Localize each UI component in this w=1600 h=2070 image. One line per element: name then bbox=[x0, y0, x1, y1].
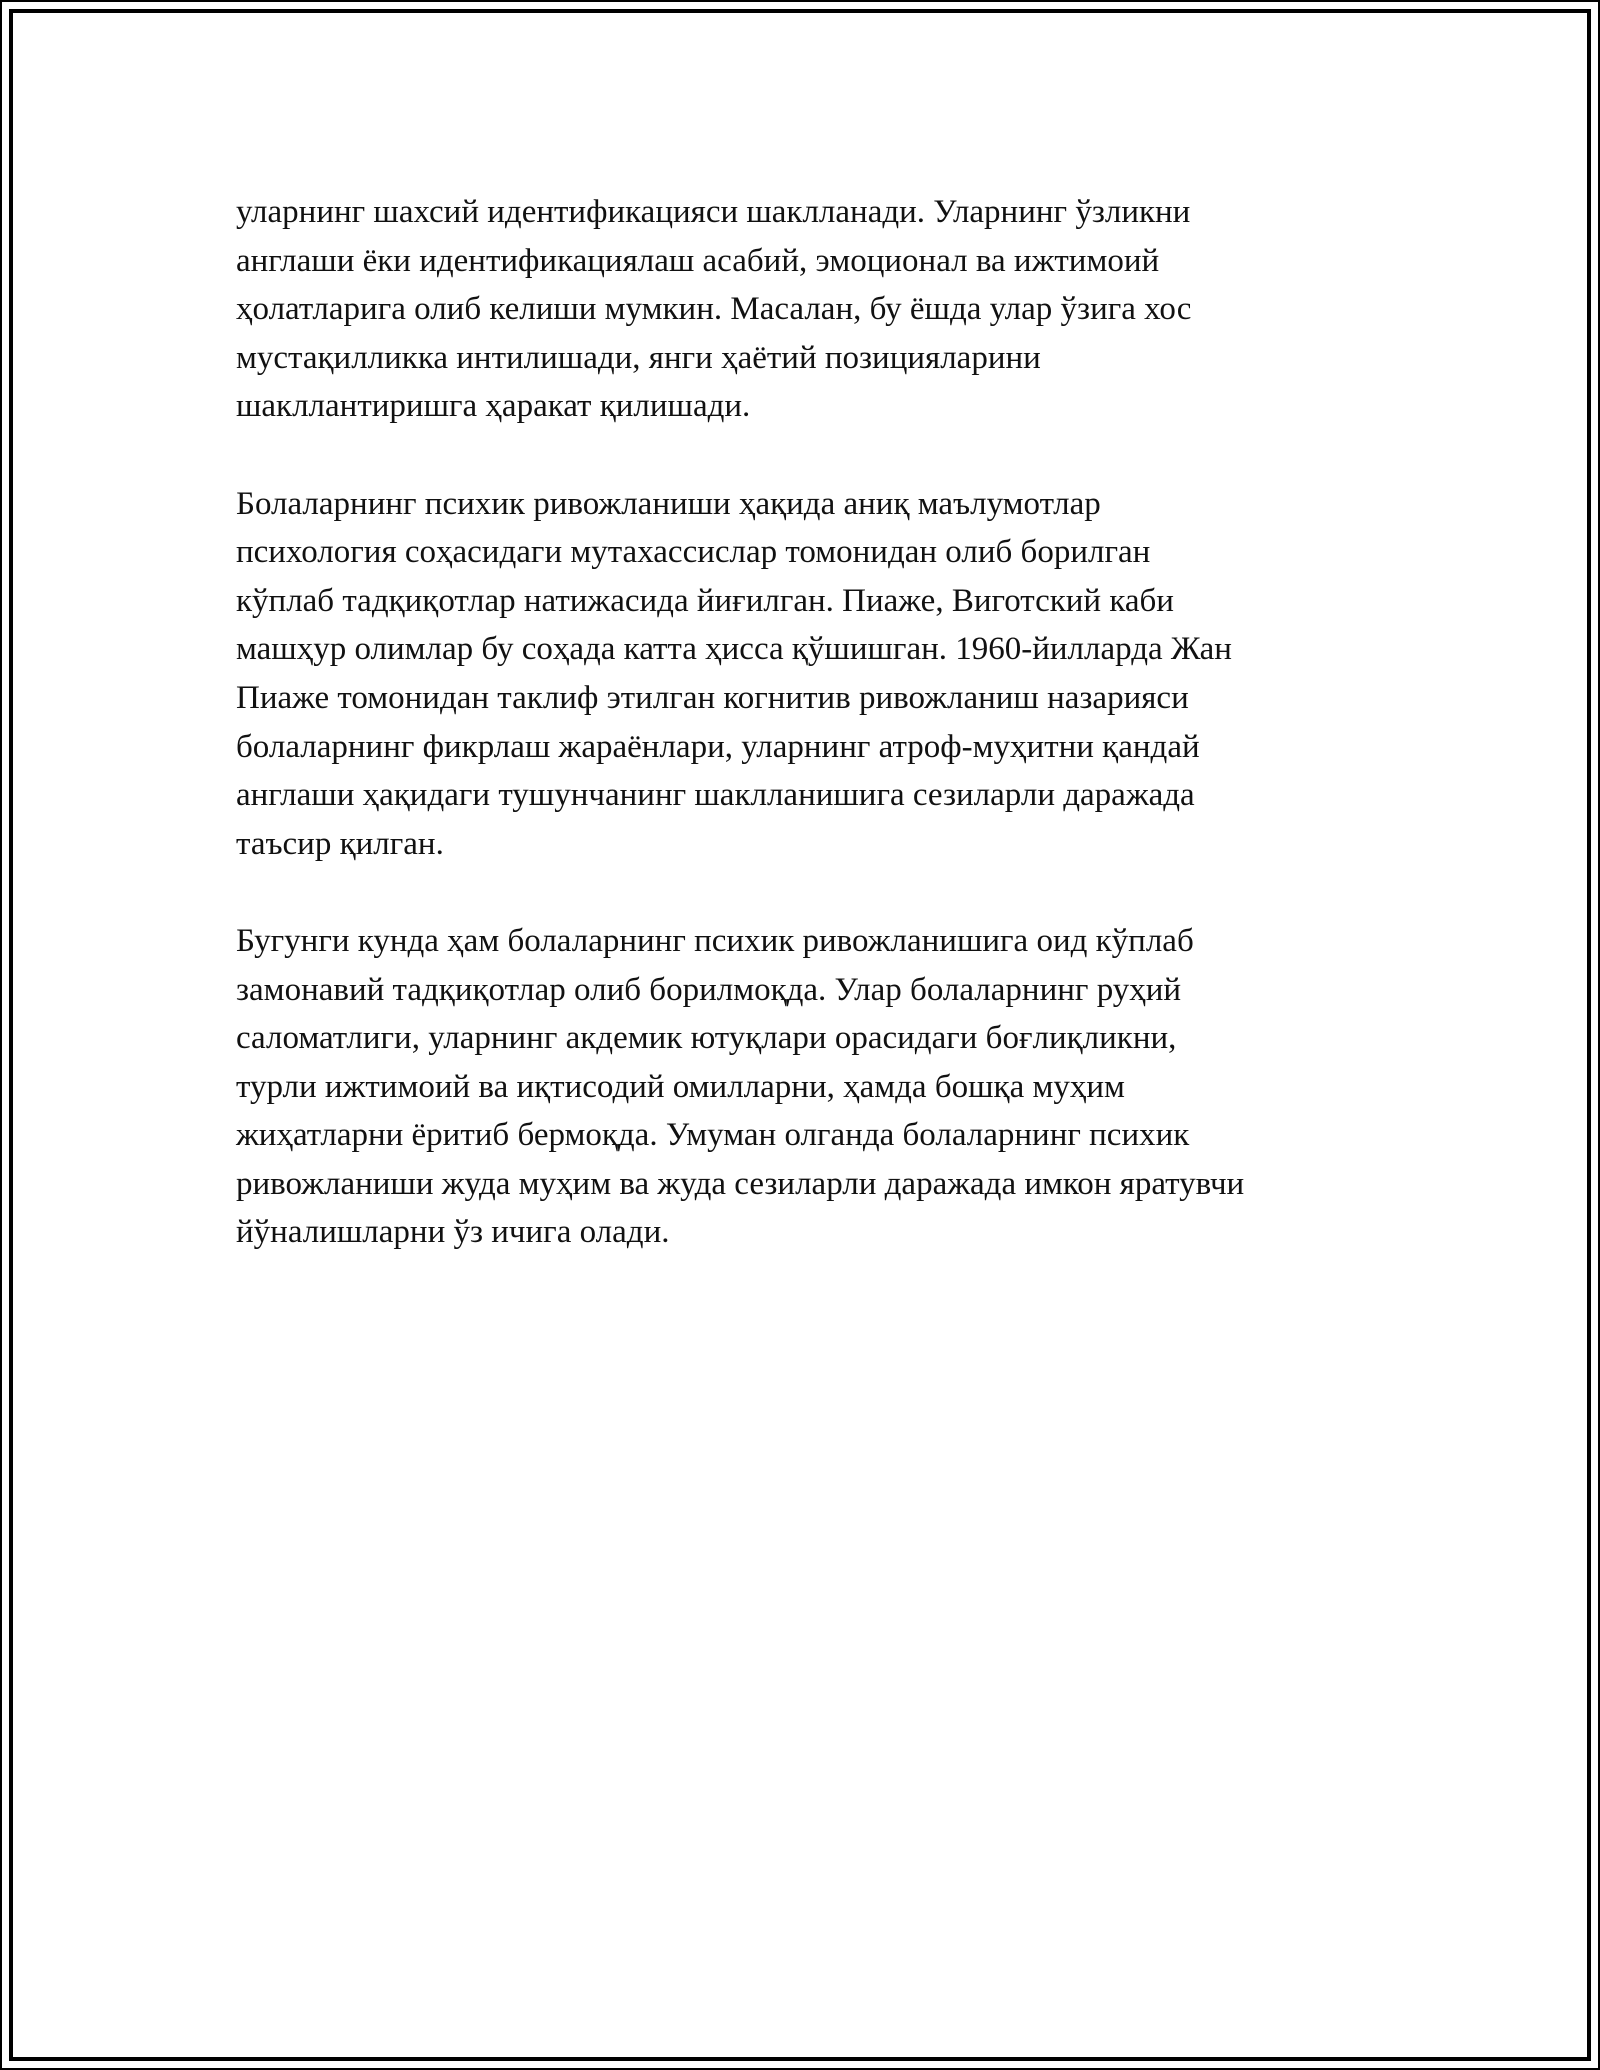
text-line: машҳур олимлар бу соҳада катта ҳисса қўшишган. 1960-йилларда Жан bbox=[236, 631, 1232, 668]
text-line: болаларнинг фикрлаш жараёнлари, уларнинг атроф-муҳитни қандай bbox=[236, 728, 1200, 765]
paragraph-1 bbox=[236, 188, 1386, 431]
text-line: Болаларнинг психик ривожланиши ҳақида аниқ маълумотлар bbox=[236, 485, 1101, 522]
text-line: турли ижтимоий ва иқтисодий омилларни, ҳамда бошқа муҳим bbox=[236, 1068, 1125, 1105]
text-line: психология соҳасидаги мутахассислар томонидан олиб борилган bbox=[236, 534, 1151, 571]
text-line: таъсир қилган. bbox=[236, 825, 444, 862]
text-line: англаши ҳақидаги тушунчанинг шаклланишига сезиларли даражада bbox=[236, 777, 1195, 814]
text-line: саломатлиги, уларнинг акдемик ютуқлари орасидаги боғлиқликни, bbox=[236, 1020, 1177, 1057]
text-line: уларнинг шахсий идентификацияси шаклланади. Уларнинг ўзликни bbox=[236, 194, 1191, 230]
text-line: англаши ёки идентификациялаш асабий, эмоционал ва ижтимоий bbox=[236, 242, 1160, 279]
text-line: кўплаб тадқиқотлар натижасида йиғилган. Пиаже, Виготский каби bbox=[236, 582, 1174, 619]
text-line: Бугунги кунда ҳам болаларнинг психик ривожланишига оид кўплаб bbox=[236, 922, 1194, 959]
document-body bbox=[236, 188, 1386, 1306]
paragraph-3 bbox=[236, 917, 1386, 1257]
text-line: мустақилликка интилишади, янги ҳаётий позицияларини bbox=[236, 339, 1041, 376]
text-line: ҳолатларига олиб келиши мумкин. Масалан, бу ёшда улар ўзига хос bbox=[236, 291, 1192, 328]
text-line: Пиаже томонидан таклиф этилган когнитив ривожланиш назарияси bbox=[236, 679, 1189, 716]
text-line: замонавий тадқиқотлар олиб борилмоқда. Улар болаларнинг руҳий bbox=[236, 971, 1182, 1008]
text-line: шакллантиришга ҳаракат қилишади. bbox=[236, 388, 751, 425]
paragraph-2 bbox=[236, 480, 1386, 869]
text-line: ривожланиши жуда муҳим ва жуда сезиларли даражада имкон яратувчи bbox=[236, 1165, 1245, 1202]
text-line: жиҳатларни ёритиб бермоқда. Умуман олганда болаларнинг психик bbox=[236, 1117, 1190, 1154]
text-line: йўналишларни ўз ичига олади. bbox=[236, 1214, 670, 1251]
